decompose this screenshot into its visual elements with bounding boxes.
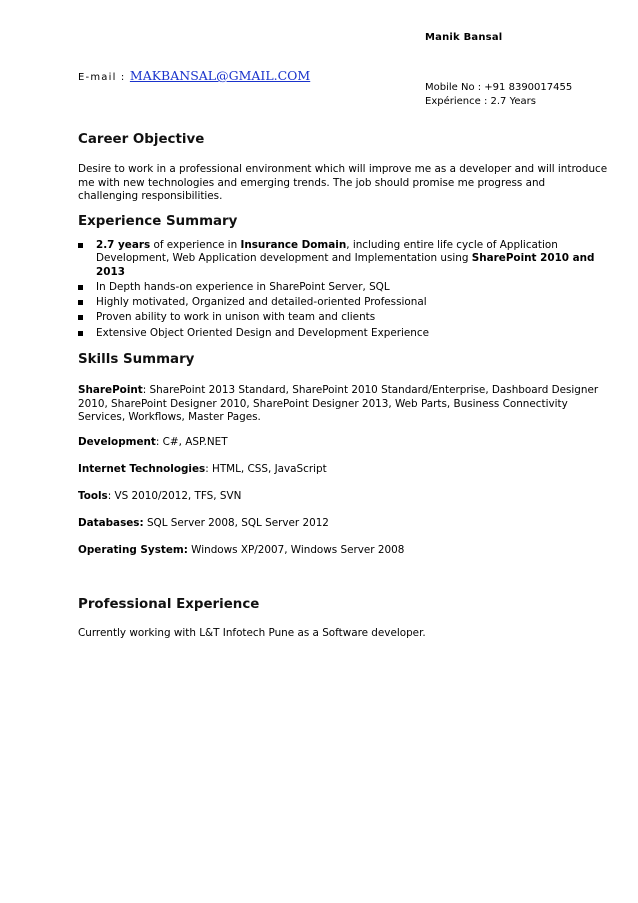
skill-value: : VS 2010/2012, TFS, SVN (107, 490, 242, 502)
skill-label: Operating System: (78, 544, 188, 556)
list-item-text: Highly motivated, Organized and detailed-oriented Professional (96, 296, 427, 309)
experience-text: of experience in (150, 239, 241, 251)
list-item (78, 239, 608, 279)
experience-years: Expérience : 2.7 Years (425, 96, 536, 107)
experience-summary-list (78, 239, 608, 342)
skill-value: : C#, ASP.NET (155, 436, 228, 448)
list-item (78, 281, 608, 294)
skill-value: : HTML, CSS, JavaScript (205, 463, 327, 475)
insurance-domain-bold: Insurance Domain (240, 239, 347, 251)
email-row (78, 68, 310, 83)
bullet-icon (78, 331, 83, 336)
skill-value: : SharePoint 2013 Standard, SharePoint 2010 Standard/Enterprise, Dashboard Designer 2010, SharePoint Designer 2010, SharePoint Designer 2013, Web Parts, Business Connectivity Services, Workflows, Master Pages. (78, 384, 599, 424)
skill-internet (78, 463, 608, 477)
bullet-icon (78, 243, 83, 248)
skill-databases (78, 517, 608, 531)
skill-label: SharePoint (78, 384, 143, 396)
skill-operating-system (78, 544, 608, 558)
professional-experience-heading: Professional Experience (78, 597, 260, 612)
experience-summary-heading: Experience Summary (78, 214, 238, 229)
email-label: E-mail : (78, 72, 130, 83)
candidate-name: Manik Bansal (425, 32, 503, 43)
skill-development (78, 436, 608, 450)
email-link[interactable]: MAKBANSAL@GMAIL.COM (129, 68, 311, 83)
professional-experience-text: Currently working with L&T Infotech Pune as a Software developer. (78, 627, 426, 639)
list-item (78, 296, 608, 309)
experience-years-bold: 2.7 years (96, 239, 151, 251)
skill-label: Internet Technologies (78, 463, 206, 475)
list-item (78, 311, 608, 324)
contact-info (425, 81, 572, 109)
bullet-icon (78, 300, 83, 305)
career-objective-text: Desire to work in a professional environment which will improve me as a developer and will introduce me with new technologies and emerging trends. The job should promise me progress and challenging responsibilities. (78, 163, 608, 203)
skills-summary-heading: Skills Summary (78, 352, 195, 367)
list-item-text: Extensive Object Oriented Design and Development Experience (96, 326, 429, 339)
skill-value: Windows XP/2007, Windows Server 2008 (187, 544, 405, 556)
career-objective-heading: Career Objective (78, 132, 205, 147)
mobile-number: Mobile No : +91 8390017455 (425, 82, 573, 93)
list-item (78, 327, 608, 340)
bullet-icon (78, 285, 83, 290)
sharepoint-version-bold: SharePoint 2010 and 2013 (96, 252, 595, 278)
skill-value: SQL Server 2008, SQL Server 2012 (143, 517, 329, 529)
list-item-text: In Depth hands-on experience in SharePoint Server, SQL (96, 281, 390, 294)
skill-label: Development (78, 436, 156, 448)
skill-tools (78, 490, 608, 504)
skill-label: Databases: (78, 517, 144, 529)
bullet-icon (78, 315, 83, 320)
skill-label: Tools (78, 490, 108, 502)
list-item-text: Proven ability to work in unison with team and clients (96, 311, 376, 324)
skill-sharepoint (78, 384, 608, 425)
experience-text: , including entire life cycle of Application Development, Web Application development and Implementation using (96, 239, 558, 265)
